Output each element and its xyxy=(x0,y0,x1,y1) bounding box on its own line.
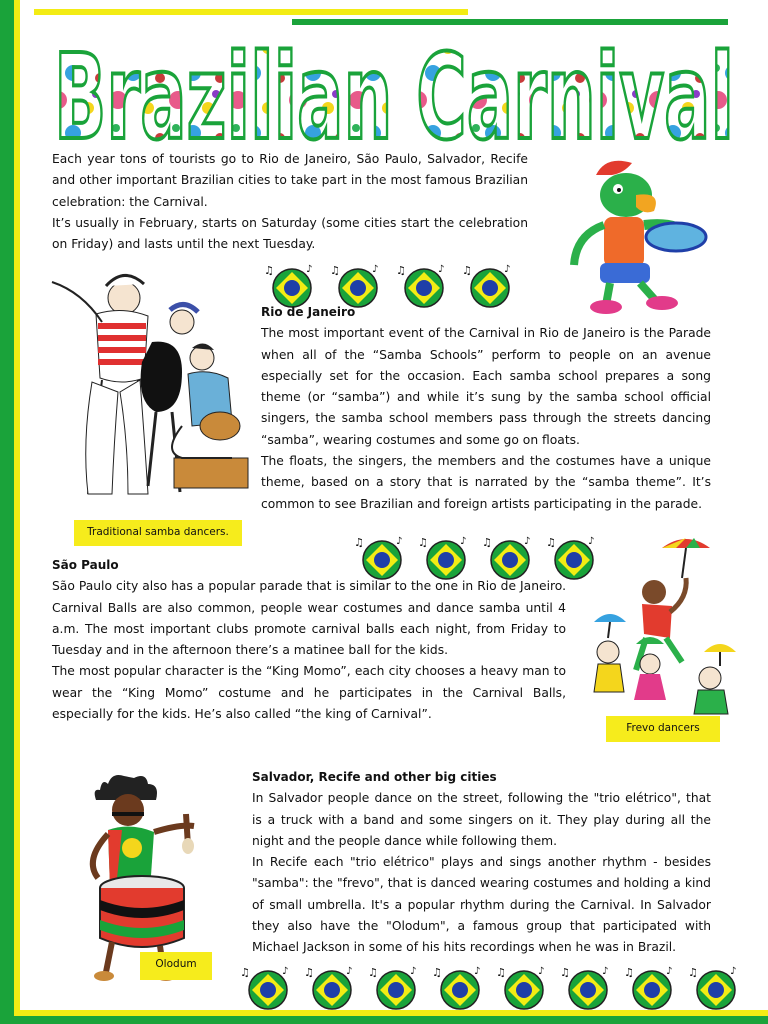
intro-section xyxy=(52,149,528,255)
frame-left-yellow xyxy=(14,0,20,1024)
frame-bottom-green xyxy=(0,1016,768,1024)
rio-paragraph-1: The most important event of the Carnival in Rio de Janeiro is the Parade when all of the “Samba Schools” perform to people on an avenue especially set for the occasion. Each samba school prepares a song theme (or “samba”) and while it’s sung by the samba school official singers, the samba school members pass through the streets dancing “samba”, wearing costumes and some go on floats. xyxy=(261,326,711,447)
brazil-flag-tambourine-icon xyxy=(430,964,486,1010)
samba-caption: Traditional samba dancers. xyxy=(74,520,242,546)
frevo-dancers-illustration xyxy=(586,534,742,722)
brazil-flag-tambourine-icon xyxy=(366,964,422,1010)
salvador-paragraph-1: In Salvador people dance on the street, following the "trio elétrico", that is a truck with a band and some singers on it. They play during all the night and the people dance while following them. xyxy=(252,791,711,848)
brazil-flag-tambourine-icon xyxy=(686,964,742,1010)
svg-text:♪: ♪ xyxy=(666,966,673,977)
svg-text:♪: ♪ xyxy=(410,966,417,977)
salvador-section xyxy=(252,767,711,959)
svg-text:♪: ♪ xyxy=(588,536,595,547)
svg-text:♫: ♫ xyxy=(418,536,428,549)
svg-text:♫: ♫ xyxy=(546,536,556,549)
brazil-flag-tambourine-icon xyxy=(302,964,358,1010)
top-bar-yellow xyxy=(34,9,468,15)
svg-text:♫: ♫ xyxy=(462,264,472,277)
intro-paragraph-2: It’s usually in February, starts on Saturday (some cities start the celebration on Friday) and lasts until the next Tuesday. xyxy=(52,215,528,252)
saopaulo-section xyxy=(52,555,566,725)
salvador-heading: Salvador, Recife and other big cities xyxy=(252,770,497,784)
brazil-flag-tambourine-icon xyxy=(558,964,614,1010)
svg-text:♫: ♫ xyxy=(432,966,442,979)
brazil-flag-tambourine-icon xyxy=(494,964,550,1010)
frevo-caption: Frevo dancers xyxy=(606,716,720,742)
svg-text:♪: ♪ xyxy=(306,264,313,275)
svg-text:♪: ♪ xyxy=(396,536,403,547)
svg-text:♫: ♫ xyxy=(560,966,570,979)
svg-text:♫: ♫ xyxy=(688,966,698,979)
rio-heading: Rio de Janeiro xyxy=(261,305,356,319)
svg-text:♪: ♪ xyxy=(460,536,467,547)
svg-text:♪: ♪ xyxy=(372,264,379,275)
svg-text:♪: ♪ xyxy=(438,264,445,275)
saopaulo-paragraph-1: São Paulo city also has a popular parade that is similar to the one in Rio de Janeiro. Carnival Balls are also common, people wear costumes and dance samba until 4 a.m. The most important clubs promote carnival balls each night, from Friday to Tuesday and in the afternoon there’s a matinee ball for the kids. xyxy=(52,579,566,658)
svg-text:♫: ♫ xyxy=(482,536,492,549)
title-text: Brazilian Carnival xyxy=(54,28,734,152)
svg-text:♪: ♪ xyxy=(346,966,353,977)
svg-text:♪: ♪ xyxy=(474,966,481,977)
olodum-caption: Olodum xyxy=(140,952,212,980)
frame-bottom-yellow xyxy=(14,1010,768,1016)
svg-text:♪: ♪ xyxy=(602,966,609,977)
svg-text:♫: ♫ xyxy=(368,966,378,979)
svg-text:♫: ♫ xyxy=(240,966,250,979)
svg-text:♪: ♪ xyxy=(504,264,511,275)
svg-text:♪: ♪ xyxy=(282,966,289,977)
svg-text:♫: ♫ xyxy=(624,966,634,979)
svg-text:♪: ♪ xyxy=(538,966,545,977)
rio-section xyxy=(261,302,711,515)
svg-text:♫: ♫ xyxy=(496,966,506,979)
top-bar-green xyxy=(292,19,728,25)
brazil-flag-tambourine-icon xyxy=(622,964,678,1010)
svg-text:♪: ♪ xyxy=(524,536,531,547)
saopaulo-heading: São Paulo xyxy=(52,558,119,572)
svg-text:♪: ♪ xyxy=(730,966,737,977)
svg-text:♫: ♫ xyxy=(396,264,406,277)
svg-text:♫: ♫ xyxy=(264,264,274,277)
intro-paragraph-1: Each year tons of tourists go to Rio de Janeiro, São Paulo, Salvador, Recife and other important Brazilian cities to take part in the most famous Brazilian celebration: the Carnival. xyxy=(52,152,528,209)
svg-text:♫: ♫ xyxy=(354,536,364,549)
frame-left-green xyxy=(0,0,14,1024)
brazil-flag-tambourine-icon xyxy=(238,964,294,1010)
page-title xyxy=(48,28,738,152)
salvador-paragraph-2: In Recife each "trio elétrico" plays and sings another rhythm - besides "samba": the "frevo", that is danced wearing costumes and holding a kind of small umbrella. It's a popular rhythm during the Carnival. In Salvador they also have the "Olodum", a famous group that participated with Michael Jackson in some of his hits recordings when he was in Brazil. xyxy=(252,855,711,955)
svg-text:♫: ♫ xyxy=(304,966,314,979)
parrot-tambourine-illustration xyxy=(566,155,712,315)
saopaulo-paragraph-2: The most popular character is the “King Momo”, each city chooses a heavy man to wear the “King Momo” costume and he participates in the Carnival Balls, especially for the kids. He’s also called “the king of Carnival”. xyxy=(52,664,566,722)
svg-text:♫: ♫ xyxy=(330,264,340,277)
flag-row-3 xyxy=(238,964,742,1010)
rio-paragraph-2: The floats, the singers, the members and the costumes have a unique theme, based on a story that is narrated by the “samba theme”. It’s common to see Brazilian and foreign artists participating in the parade. xyxy=(261,454,711,511)
samba-dancers-illustration xyxy=(32,262,258,522)
